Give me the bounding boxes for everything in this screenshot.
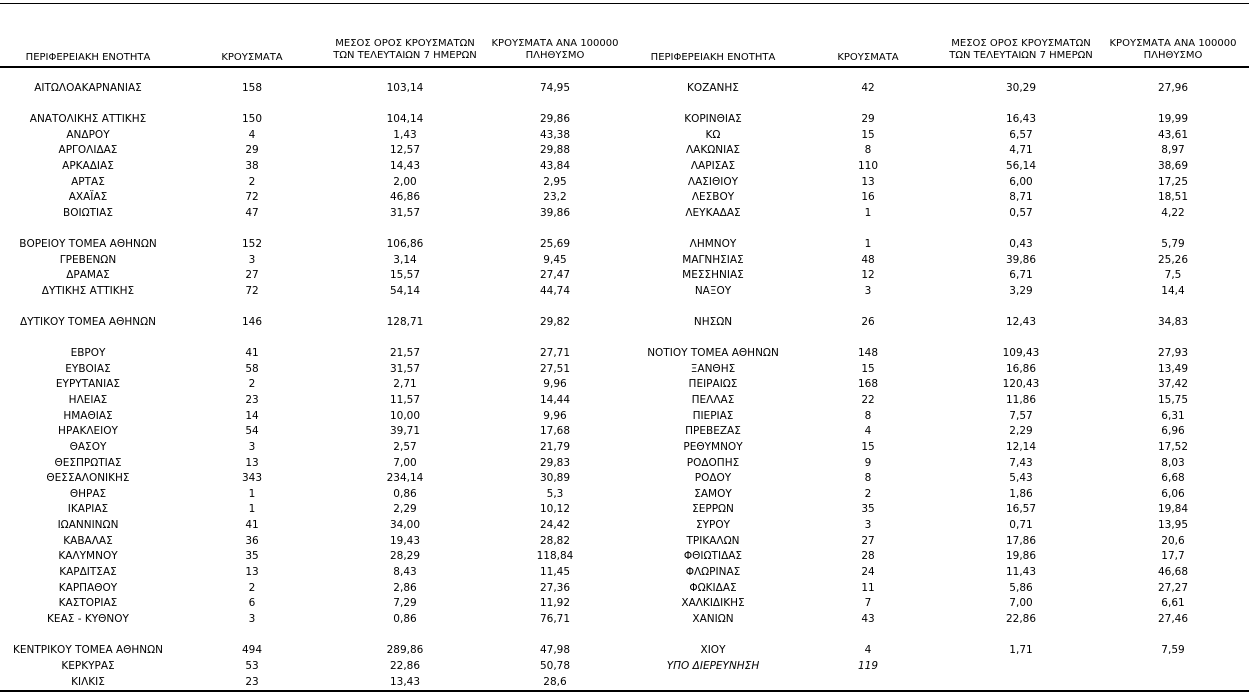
left-per100k-value: 2,95 bbox=[543, 176, 567, 188]
right-cases-value: 1 bbox=[864, 238, 872, 250]
left-region-name: ΑΝΑΤΟΛΙΚΗΣ ΑΤΤΙΚΗΣ bbox=[29, 113, 147, 125]
left-cases-value: 13 bbox=[245, 457, 259, 469]
left-per100k-value: 44,74 bbox=[539, 285, 571, 297]
left-per100k-value: 29,83 bbox=[539, 457, 571, 469]
right-per100k-value: 20,6 bbox=[1161, 535, 1185, 547]
left-avg7-value: 15,57 bbox=[389, 269, 421, 281]
left-region-name: ΗΜΑΘΙΑΣ bbox=[63, 410, 113, 422]
right-per100k-value: 38,69 bbox=[1157, 160, 1189, 172]
left-cases-value: 3 bbox=[248, 254, 256, 266]
right-region-name: ΡΕΘΥΜΝΟΥ bbox=[683, 441, 743, 453]
right-avg7-value: 11,86 bbox=[1005, 394, 1037, 406]
left-cases-value: 14 bbox=[245, 410, 259, 422]
right-cases-value: 4 bbox=[864, 425, 872, 437]
left-region-name: ΑΡΚΑΔΙΑΣ bbox=[62, 160, 114, 172]
left-per100k-value: 43,38 bbox=[539, 129, 571, 141]
right-per100k-value: 13,95 bbox=[1157, 519, 1189, 531]
right-cases-value: 16 bbox=[861, 191, 875, 203]
right-per100k-value: 25,26 bbox=[1157, 254, 1189, 266]
right-avg7-value: 4,71 bbox=[1009, 144, 1033, 156]
left-per100k-value: 28,82 bbox=[539, 535, 571, 547]
right-cases-value: 29 bbox=[861, 113, 875, 125]
bottom-border bbox=[0, 690, 1249, 692]
left-per100k-value: 5,3 bbox=[546, 488, 564, 500]
left-cases-value: 58 bbox=[245, 363, 259, 375]
left-region-name: ΑΡΓΟΛΙΔΑΣ bbox=[58, 144, 118, 156]
right-per100k-value: 27,93 bbox=[1157, 347, 1189, 359]
right-avg7-value: 6,71 bbox=[1009, 269, 1033, 281]
left-avg7-value: 10,00 bbox=[389, 410, 421, 422]
left-cases-value: 72 bbox=[245, 285, 259, 297]
left-avg7-value: 3,14 bbox=[393, 254, 417, 266]
right-per100k-value: 7,59 bbox=[1161, 644, 1185, 656]
header-avg7-line1: ΜΕΣΟΣ ΟΡΟΣ ΚΡΟΥΣΜΑΤΩΝ bbox=[951, 38, 1091, 49]
left-per100k-value: 25,69 bbox=[539, 238, 571, 250]
header-border bbox=[0, 66, 1249, 68]
right-region-name: ΦΩΚΙΔΑΣ bbox=[689, 582, 737, 594]
left-avg7-value: 31,57 bbox=[389, 207, 421, 219]
left-region-name: ΘΕΣΠΡΩΤΙΑΣ bbox=[54, 457, 122, 469]
right-region-name: ΛΕΣΒΟΥ bbox=[691, 191, 735, 203]
left-avg7-value: 39,71 bbox=[389, 425, 421, 437]
left-avg7-value: 2,57 bbox=[393, 441, 417, 453]
left-region-name: ΚΕΝΤΡΙΚΟΥ ΤΟΜΕΑ ΑΘΗΝΩΝ bbox=[12, 644, 164, 656]
right-per100k-value: 19,84 bbox=[1157, 503, 1189, 515]
left-cases-value: 494 bbox=[241, 644, 263, 656]
right-per100k-value: 37,42 bbox=[1157, 378, 1189, 390]
right-per100k-value bbox=[1098, 659, 1248, 673]
left-region-name: ΗΡΑΚΛΕΙΟΥ bbox=[58, 425, 118, 437]
header-region-left: ΠΕΡΙΦΕΡΕΙΑΚΗ ΕΝΟΤΗΤΑ bbox=[25, 52, 151, 63]
right-per100k-value: 8,97 bbox=[1161, 144, 1185, 156]
right-per100k-value: 17,25 bbox=[1157, 176, 1189, 188]
right-per100k-value: 17,7 bbox=[1161, 550, 1185, 562]
left-region-name: ΑΙΤΩΛΟΑΚΑΡΝΑΝΙΑΣ bbox=[34, 82, 142, 94]
left-region-name: ΕΒΡΟΥ bbox=[70, 347, 106, 359]
left-avg7-value: 2,00 bbox=[393, 176, 417, 188]
left-per100k-value: 27,47 bbox=[539, 269, 571, 281]
right-region-name: ΛΗΜΝΟΥ bbox=[689, 238, 737, 250]
right-region-name: ΦΛΩΡΙΝΑΣ bbox=[685, 566, 741, 578]
left-region-name: ΚΑΣΤΟΡΙΑΣ bbox=[58, 597, 118, 609]
right-per100k-value: 13,49 bbox=[1157, 363, 1189, 375]
right-avg7-value: 6,57 bbox=[1009, 129, 1033, 141]
right-avg7-value: 7,57 bbox=[1009, 410, 1033, 422]
left-avg7-value: 106,86 bbox=[386, 238, 424, 250]
right-avg7-value: 109,43 bbox=[1002, 347, 1040, 359]
left-region-name: ΚΙΛΚΙΣ bbox=[71, 676, 105, 688]
right-cases-value: 4 bbox=[864, 644, 872, 656]
right-region-name: ΣΕΡΡΩΝ bbox=[692, 503, 734, 515]
right-cases-value: 15 bbox=[861, 363, 875, 375]
right-avg7-value: 0,71 bbox=[1009, 519, 1033, 531]
right-region-name: ΛΑΚΩΝΙΑΣ bbox=[685, 144, 741, 156]
left-region-name: ΕΥΒΟΙΑΣ bbox=[65, 363, 111, 375]
header-per100k-line1: ΚΡΟΥΣΜΑΤΑ ΑΝΑ 100000 bbox=[1109, 38, 1237, 49]
left-region-name: ΒΟΙΩΤΙΑΣ bbox=[63, 207, 113, 219]
left-per100k-value: 29,82 bbox=[539, 316, 571, 328]
right-cases-value: 8 bbox=[864, 472, 872, 484]
right-cases-value: 15 bbox=[861, 441, 875, 453]
header-avg7-line2: ΤΩΝ ΤΕΛΕΥΤΑΙΩΝ 7 ΗΜΕΡΩΝ bbox=[949, 50, 1093, 61]
left-avg7-value: 289,86 bbox=[386, 644, 424, 656]
left-region-name: ΚΕΡΚΥΡΑΣ bbox=[61, 660, 115, 672]
left-cases-value: 13 bbox=[245, 566, 259, 578]
left-avg7-value: 11,57 bbox=[389, 394, 421, 406]
right-avg7-value: 7,43 bbox=[1009, 457, 1033, 469]
left-avg7-value: 103,14 bbox=[386, 82, 424, 94]
left-per100k-value: 11,92 bbox=[539, 597, 571, 609]
left-per100k-value: 27,71 bbox=[539, 347, 571, 359]
left-cases-value: 27 bbox=[245, 269, 259, 281]
header-avg7-line1: ΜΕΣΟΣ ΟΡΟΣ ΚΡΟΥΣΜΑΤΩΝ bbox=[335, 38, 475, 49]
right-avg7-value: 56,14 bbox=[1005, 160, 1037, 172]
left-per100k-value: 76,71 bbox=[539, 613, 571, 625]
left-cases-value: 158 bbox=[241, 82, 263, 94]
right-avg7-value: 39,86 bbox=[1005, 254, 1037, 266]
right-per100k-value: 8,03 bbox=[1161, 457, 1185, 469]
left-cases-value: 343 bbox=[241, 472, 263, 484]
right-region-name: ΡΟΔΟΥ bbox=[694, 472, 732, 484]
left-avg7-value: 19,43 bbox=[389, 535, 421, 547]
right-region-name: ΥΠΟ ΔΙΕΡΕΥΝΗΣΗ bbox=[666, 660, 760, 672]
left-region-name: ΚΑΛΥΜΝΟΥ bbox=[58, 550, 118, 562]
left-per100k-value: 29,88 bbox=[539, 144, 571, 156]
left-cases-value: 29 bbox=[245, 144, 259, 156]
right-per100k-value: 19,99 bbox=[1157, 113, 1189, 125]
left-avg7-value: 34,00 bbox=[389, 519, 421, 531]
right-per100k-value: 18,51 bbox=[1157, 191, 1189, 203]
right-per100k-value: 27,96 bbox=[1157, 82, 1189, 94]
left-per100k-value: 24,42 bbox=[539, 519, 571, 531]
right-cases-value: 148 bbox=[857, 347, 879, 359]
left-cases-value: 23 bbox=[245, 676, 259, 688]
left-per100k-value: 50,78 bbox=[539, 660, 571, 672]
left-per100k-value: 23,2 bbox=[543, 191, 567, 203]
right-cases-value: 110 bbox=[857, 160, 879, 172]
right-cases-value: 7 bbox=[864, 597, 872, 609]
left-per100k-value: 21,79 bbox=[539, 441, 571, 453]
left-avg7-value: 2,71 bbox=[393, 378, 417, 390]
left-avg7-value: 13,43 bbox=[389, 676, 421, 688]
left-region-name: ΙΩΑΝΝΙΝΩΝ bbox=[57, 519, 119, 531]
left-cases-value: 1 bbox=[248, 488, 256, 500]
left-cases-value: 150 bbox=[241, 113, 263, 125]
right-cases-value: 11 bbox=[861, 582, 875, 594]
left-avg7-value: 104,14 bbox=[386, 113, 424, 125]
left-region-name: ΕΥΡΥΤΑΝΙΑΣ bbox=[55, 378, 121, 390]
right-avg7-value: 0,57 bbox=[1009, 207, 1033, 219]
left-per100k-value: 9,96 bbox=[543, 410, 567, 422]
right-cases-value: 24 bbox=[861, 566, 875, 578]
left-region-name: ΓΡΕΒΕΝΩΝ bbox=[59, 254, 117, 266]
left-cases-value: 23 bbox=[245, 394, 259, 406]
right-cases-value: 3 bbox=[864, 285, 872, 297]
right-per100k-value: 7,5 bbox=[1164, 269, 1182, 281]
left-region-name: ΚΕΑΣ - ΚΥΘΝΟΥ bbox=[47, 613, 129, 625]
right-per100k-value: 6,06 bbox=[1161, 488, 1185, 500]
left-avg7-value: 2,86 bbox=[393, 582, 417, 594]
left-avg7-value: 28,29 bbox=[389, 550, 421, 562]
left-region-name: ΒΟΡΕΙΟΥ ΤΟΜΕΑ ΑΘΗΝΩΝ bbox=[19, 238, 157, 250]
right-region-name: ΦΘΙΩΤΙΔΑΣ bbox=[683, 550, 743, 562]
right-region-name: ΠΕΛΛΑΣ bbox=[691, 394, 735, 406]
right-region-name: ΧΑΛΚΙΔΙΚΗΣ bbox=[681, 597, 745, 609]
left-avg7-value: 22,86 bbox=[389, 660, 421, 672]
right-cases-value: 43 bbox=[861, 613, 875, 625]
left-region-name: ΘΗΡΑΣ bbox=[69, 488, 107, 500]
right-per100k-value: 34,83 bbox=[1157, 316, 1189, 328]
left-region-name: ΑΧΑΪΑΣ bbox=[68, 191, 108, 203]
left-cases-value: 2 bbox=[248, 176, 256, 188]
right-avg7-value: 5,86 bbox=[1009, 582, 1033, 594]
header-per100k-right bbox=[1098, 38, 1248, 62]
left-cases-value: 41 bbox=[245, 519, 259, 531]
header-per100k-line2: ΠΛΗΘΥΣΜΟ bbox=[1143, 50, 1203, 61]
right-region-name: ΤΡΙΚΑΛΩΝ bbox=[686, 535, 740, 547]
left-cases-value: 38 bbox=[245, 160, 259, 172]
right-avg7-value: 3,29 bbox=[1009, 285, 1033, 297]
left-per100k-value: 74,95 bbox=[539, 82, 571, 94]
right-region-name: ΝΗΣΩΝ bbox=[693, 316, 733, 328]
right-cases-value: 26 bbox=[861, 316, 875, 328]
right-avg7-value: 1,71 bbox=[1009, 644, 1033, 656]
right-region-name: ΧΙΟΥ bbox=[700, 644, 726, 656]
right-region-name: ΚΟΡΙΝΘΙΑΣ bbox=[684, 113, 742, 125]
right-region-name: ΜΕΣΣΗΝΙΑΣ bbox=[682, 269, 744, 281]
left-region-name: ΚΑΡΔΙΤΣΑΣ bbox=[59, 566, 117, 578]
left-region-name: ΘΑΣΟΥ bbox=[69, 441, 107, 453]
left-avg7-value: 54,14 bbox=[389, 285, 421, 297]
left-per100k-value: 39,86 bbox=[539, 207, 571, 219]
header-avg7-left bbox=[320, 38, 490, 62]
right-region-name: ΠΡΕΒΕΖΑΣ bbox=[685, 425, 741, 437]
left-cases-value: 54 bbox=[245, 425, 259, 437]
right-region-name: ΣΑΜΟΥ bbox=[694, 488, 732, 500]
left-per100k-value: 27,36 bbox=[539, 582, 571, 594]
right-cases-value: 2 bbox=[864, 488, 872, 500]
left-avg7-value: 46,86 bbox=[389, 191, 421, 203]
right-region-name: ΞΑΝΘΗΣ bbox=[690, 363, 736, 375]
right-region-name: ΛΕΥΚΑΔΑΣ bbox=[685, 207, 741, 219]
left-per100k-value: 28,6 bbox=[543, 676, 567, 688]
right-per100k-value: 6,31 bbox=[1161, 410, 1185, 422]
left-per100k-value: 47,98 bbox=[539, 644, 571, 656]
header-region-right: ΠΕΡΙΦΕΡΕΙΑΚΗ ΕΝΟΤΗΤΑ bbox=[650, 52, 776, 63]
left-avg7-value: 2,29 bbox=[393, 503, 417, 515]
left-cases-value: 152 bbox=[241, 238, 263, 250]
right-region-name: ΛΑΡΙΣΑΣ bbox=[690, 160, 736, 172]
left-region-name: ΔΥΤΙΚΗΣ ΑΤΤΙΚΗΣ bbox=[41, 285, 135, 297]
header-per100k-line1: ΚΡΟΥΣΜΑΤΑ ΑΝΑ 100000 bbox=[491, 38, 619, 49]
right-avg7-value bbox=[935, 659, 1107, 673]
right-avg7-value: 12,43 bbox=[1005, 316, 1037, 328]
left-cases-value: 3 bbox=[248, 613, 256, 625]
left-cases-value: 1 bbox=[248, 503, 256, 515]
left-region-name: ΑΡΤΑΣ bbox=[71, 176, 105, 188]
left-avg7-value: 7,29 bbox=[393, 597, 417, 609]
right-cases-value: 28 bbox=[861, 550, 875, 562]
right-per100k-value: 17,52 bbox=[1157, 441, 1189, 453]
top-border bbox=[0, 3, 1249, 4]
left-avg7-value: 14,43 bbox=[389, 160, 421, 172]
header-per100k-line2: ΠΛΗΘΥΣΜΟ bbox=[525, 50, 585, 61]
right-region-name: ΣΥΡΟΥ bbox=[695, 519, 731, 531]
right-per100k-value: 27,46 bbox=[1157, 613, 1189, 625]
left-avg7-value: 0,86 bbox=[393, 488, 417, 500]
right-avg7-value: 30,29 bbox=[1005, 82, 1037, 94]
left-per100k-value: 30,89 bbox=[539, 472, 571, 484]
right-region-name: ΝΟΤΙΟΥ ΤΟΜΕΑ ΑΘΗΝΩΝ bbox=[647, 347, 779, 359]
right-per100k-value: 4,22 bbox=[1161, 207, 1185, 219]
left-region-name: ΑΝΔΡΟΥ bbox=[66, 129, 110, 141]
left-region-name: ΔΡΑΜΑΣ bbox=[66, 269, 110, 281]
header-avg7-right bbox=[935, 38, 1107, 62]
right-per100k-value: 46,68 bbox=[1157, 566, 1189, 578]
right-avg7-value: 2,29 bbox=[1009, 425, 1033, 437]
left-cases-value: 72 bbox=[245, 191, 259, 203]
left-region-name: ΚΑΒΑΛΑΣ bbox=[63, 535, 113, 547]
left-per100k-value: 11,45 bbox=[539, 566, 571, 578]
right-region-name: ΚΟΖΑΝΗΣ bbox=[687, 82, 739, 94]
left-cases-value: 53 bbox=[245, 660, 259, 672]
left-cases-value: 4 bbox=[248, 129, 256, 141]
left-avg7-value: 8,43 bbox=[393, 566, 417, 578]
right-cases-value: 9 bbox=[864, 457, 872, 469]
right-avg7-value: 17,86 bbox=[1005, 535, 1037, 547]
right-avg7-value: 16,43 bbox=[1005, 113, 1037, 125]
left-cases-value: 2 bbox=[248, 378, 256, 390]
left-cases-value: 36 bbox=[245, 535, 259, 547]
header-cases-left: ΚΡΟΥΣΜΑΤΑ bbox=[221, 52, 283, 63]
left-cases-value: 35 bbox=[245, 550, 259, 562]
right-per100k-value: 27,27 bbox=[1157, 582, 1189, 594]
left-avg7-value: 0,86 bbox=[393, 613, 417, 625]
right-region-name: ΠΙΕΡΙΑΣ bbox=[692, 410, 734, 422]
right-cases-value: 8 bbox=[864, 410, 872, 422]
right-region-name: ΠΕΙΡΑΙΩΣ bbox=[688, 378, 738, 390]
left-cases-value: 2 bbox=[248, 582, 256, 594]
left-per100k-value: 43,84 bbox=[539, 160, 571, 172]
header-avg7-line2: ΤΩΝ ΤΕΛΕΥΤΑΙΩΝ 7 ΗΜΕΡΩΝ bbox=[333, 50, 477, 61]
right-region-name: ΝΑΞΟΥ bbox=[694, 285, 732, 297]
right-per100k-value: 15,75 bbox=[1157, 394, 1189, 406]
right-cases-value: 1 bbox=[864, 207, 872, 219]
left-avg7-value: 234,14 bbox=[386, 472, 424, 484]
right-cases-value: 8 bbox=[864, 144, 872, 156]
right-avg7-value: 11,43 bbox=[1005, 566, 1037, 578]
left-avg7-value: 12,57 bbox=[389, 144, 421, 156]
right-avg7-value: 8,71 bbox=[1009, 191, 1033, 203]
left-cases-value: 146 bbox=[241, 316, 263, 328]
right-per100k-value: 6,61 bbox=[1161, 597, 1185, 609]
left-region-name: ΗΛΕΙΑΣ bbox=[68, 394, 108, 406]
header-cases-right: ΚΡΟΥΣΜΑΤΑ bbox=[837, 52, 899, 63]
right-cases-value: 168 bbox=[857, 378, 879, 390]
right-cases-value: 27 bbox=[861, 535, 875, 547]
left-per100k-value: 29,86 bbox=[539, 113, 571, 125]
left-per100k-value: 118,84 bbox=[536, 550, 574, 562]
right-avg7-value: 12,14 bbox=[1005, 441, 1037, 453]
right-per100k-value: 5,79 bbox=[1161, 238, 1185, 250]
left-avg7-value: 1,43 bbox=[393, 129, 417, 141]
right-avg7-value: 0,43 bbox=[1009, 238, 1033, 250]
left-avg7-value: 7,00 bbox=[393, 457, 417, 469]
right-region-name: ΜΑΓΝΗΣΙΑΣ bbox=[682, 254, 744, 266]
left-per100k-value: 10,12 bbox=[539, 503, 571, 515]
right-cases-value: 22 bbox=[861, 394, 875, 406]
right-avg7-value: 16,86 bbox=[1005, 363, 1037, 375]
left-region-name: ΔΥΤΙΚΟΥ ΤΟΜΕΑ ΑΘΗΝΩΝ bbox=[20, 316, 156, 328]
right-region-name: ΚΩ bbox=[705, 129, 721, 141]
left-cases-value: 47 bbox=[245, 207, 259, 219]
left-per100k-value: 27,51 bbox=[539, 363, 571, 375]
right-region-name: ΡΟΔΟΠΗΣ bbox=[686, 457, 740, 469]
left-cases-value: 6 bbox=[248, 597, 256, 609]
left-per100k-value: 9,96 bbox=[543, 378, 567, 390]
right-per100k-value: 43,61 bbox=[1157, 129, 1189, 141]
left-avg7-value: 21,57 bbox=[389, 347, 421, 359]
right-region-name: ΧΑΝΙΩΝ bbox=[692, 613, 734, 625]
right-cases-value: 35 bbox=[861, 503, 875, 515]
right-avg7-value: 120,43 bbox=[1002, 378, 1040, 390]
right-avg7-value: 7,00 bbox=[1009, 597, 1033, 609]
left-cases-value: 41 bbox=[245, 347, 259, 359]
right-cases-value: 15 bbox=[861, 129, 875, 141]
right-per100k-value: 6,96 bbox=[1161, 425, 1185, 437]
right-cases-value: 13 bbox=[861, 176, 875, 188]
left-avg7-value: 128,71 bbox=[386, 316, 424, 328]
left-region-name: ΘΕΣΣΑΛΟΝΙΚΗΣ bbox=[46, 472, 130, 484]
right-avg7-value: 6,00 bbox=[1009, 176, 1033, 188]
right-avg7-value: 1,86 bbox=[1009, 488, 1033, 500]
right-cases-value: 48 bbox=[861, 254, 875, 266]
right-avg7-value: 5,43 bbox=[1009, 472, 1033, 484]
left-per100k-value: 17,68 bbox=[539, 425, 571, 437]
right-region-name: ΛΑΣΙΘΙΟΥ bbox=[687, 176, 739, 188]
left-per100k-value: 14,44 bbox=[539, 394, 571, 406]
right-per100k-value: 6,68 bbox=[1161, 472, 1185, 484]
left-avg7-value: 31,57 bbox=[389, 363, 421, 375]
right-per100k-value: 14,4 bbox=[1161, 285, 1185, 297]
left-region-name: ΙΚΑΡΙΑΣ bbox=[67, 503, 109, 515]
left-cases-value: 3 bbox=[248, 441, 256, 453]
left-per100k-value: 9,45 bbox=[543, 254, 567, 266]
right-avg7-value: 19,86 bbox=[1005, 550, 1037, 562]
right-cases-value: 42 bbox=[861, 82, 875, 94]
header-per100k-left bbox=[480, 38, 630, 62]
left-region-name: ΚΑΡΠΑΘΟΥ bbox=[58, 582, 118, 594]
right-cases-value: 12 bbox=[861, 269, 875, 281]
right-cases-value: 3 bbox=[864, 519, 872, 531]
right-cases-value: 119 bbox=[857, 660, 879, 672]
right-avg7-value: 22,86 bbox=[1005, 613, 1037, 625]
right-avg7-value: 16,57 bbox=[1005, 503, 1037, 515]
